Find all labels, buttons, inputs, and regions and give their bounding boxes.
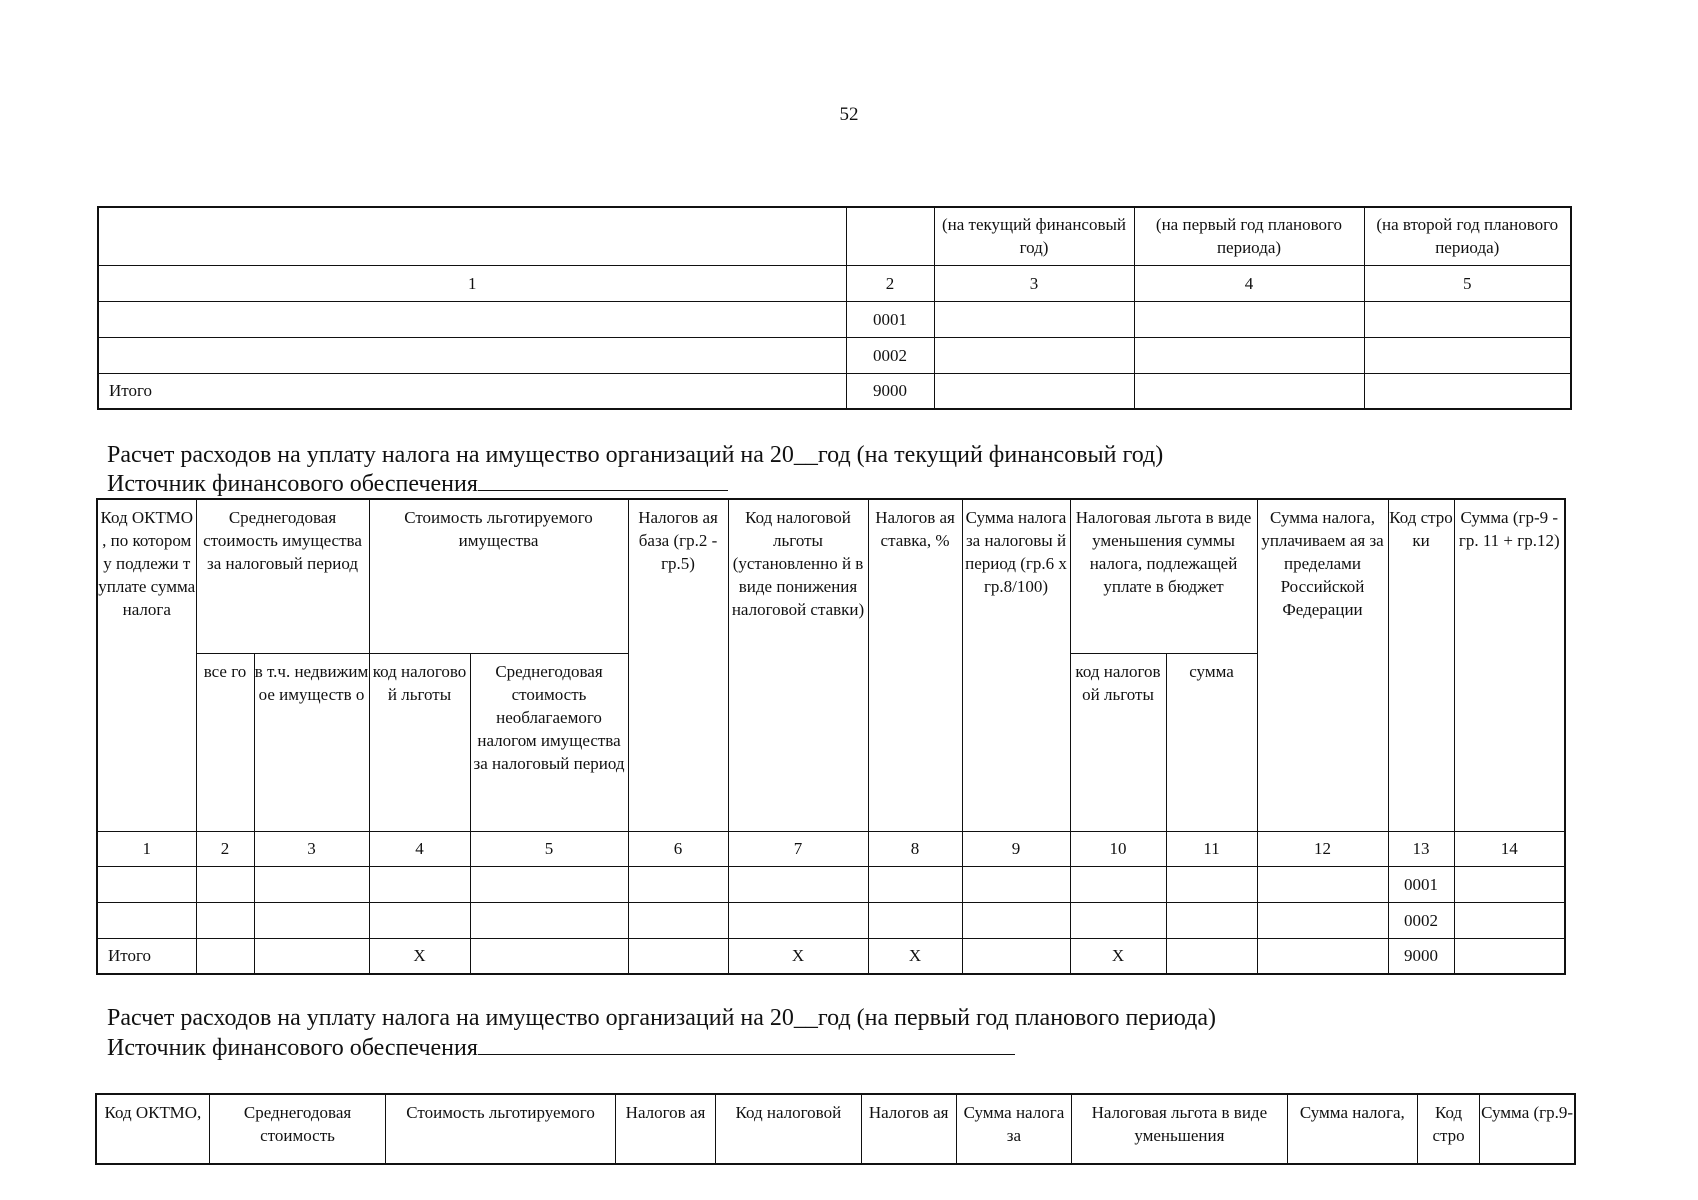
col-number: 12 bbox=[1257, 831, 1388, 866]
header-foreign-tax: Сумма налога, bbox=[1287, 1094, 1417, 1164]
value-cell bbox=[1134, 373, 1364, 409]
value-cell bbox=[628, 938, 728, 974]
value-cell bbox=[1364, 301, 1571, 337]
col-number: 3 bbox=[934, 265, 1134, 301]
col-number: 1 bbox=[97, 831, 196, 866]
value-cell bbox=[728, 866, 868, 902]
total-row bbox=[98, 373, 1571, 409]
value-cell bbox=[1364, 373, 1571, 409]
header-avg-value: Среднегодовая стоимость имущества за налоговый период bbox=[196, 499, 369, 653]
col-number: 5 bbox=[470, 831, 628, 866]
col-number: 13 bbox=[1388, 831, 1454, 866]
header-cell-empty bbox=[846, 207, 934, 265]
col-number: 14 bbox=[1454, 831, 1565, 866]
funding-source-line bbox=[107, 1033, 1015, 1063]
value-cell bbox=[934, 337, 1134, 373]
value-cell bbox=[254, 938, 369, 974]
value-cell bbox=[934, 373, 1134, 409]
header-avg-all: все го bbox=[196, 653, 254, 831]
funding-source-label: Источник финансового обеспечения bbox=[107, 1035, 478, 1061]
header-second-plan-year: (на второй год планового периода) bbox=[1364, 207, 1571, 265]
col-number: 8 bbox=[868, 831, 962, 866]
x-mark: Х bbox=[868, 938, 962, 974]
value-cell bbox=[470, 938, 628, 974]
value-cell bbox=[97, 902, 196, 938]
value-cell bbox=[934, 301, 1134, 337]
value-cell bbox=[196, 902, 254, 938]
header-benefit-reduction-code: код налогов ой льготы bbox=[1070, 653, 1166, 831]
section-title-first-plan-year: Расчет расходов на уплату налога на имущество организаций на 20__год (на первый год планового периода) bbox=[107, 1005, 1216, 1031]
header-oktmo: Код ОКТМО , по котором у подлежи т уплате сумма налога bbox=[97, 499, 196, 831]
header-tax-rate: Налогов ая ставка, % bbox=[868, 499, 962, 831]
header-benefit-code: Код налоговой льготы (установленно й в виде понижения налоговой ставки) bbox=[728, 499, 868, 831]
value-cell bbox=[628, 866, 728, 902]
table-row bbox=[98, 337, 1571, 373]
header-foreign-tax: Сумма налога, уплачиваем ая за пределами Российской Федерации bbox=[1257, 499, 1388, 831]
header-tax-rate: Налогов ая bbox=[861, 1094, 956, 1164]
header-tax-base: Налогов ая bbox=[615, 1094, 715, 1164]
funding-source-label: Источник финансового обеспечения bbox=[107, 471, 478, 497]
col-number: 9 bbox=[962, 831, 1070, 866]
col-number: 4 bbox=[1134, 265, 1364, 301]
header-tax-sum: Сумма налога за налоговы й период (гр.6 х гр.8/100) bbox=[962, 499, 1070, 831]
header-benefit-reduction: Налоговая льгота в виде уменьшения суммы налога, подлежащей уплате в бюджет bbox=[1070, 499, 1257, 653]
header-tax-base: Налогов ая база (гр.2 - гр.5) bbox=[628, 499, 728, 831]
value-cell bbox=[369, 866, 470, 902]
x-mark: Х bbox=[1070, 938, 1166, 974]
value-cell bbox=[1454, 902, 1565, 938]
value-cell bbox=[369, 902, 470, 938]
header-untaxed-avg: Среднегодовая стоимость необлагаемого налогом имущества за налоговый период bbox=[470, 653, 628, 831]
row-code: 0001 bbox=[1388, 866, 1454, 902]
header-row-code: Код стро ки bbox=[1388, 499, 1454, 831]
header-row-code: Код стро bbox=[1418, 1094, 1480, 1164]
value-cell bbox=[1364, 337, 1571, 373]
header-current-year: (на текущий финансовый год) bbox=[934, 207, 1134, 265]
value-cell bbox=[962, 866, 1070, 902]
value-cell bbox=[962, 938, 1070, 974]
value-cell bbox=[1257, 938, 1388, 974]
row-label bbox=[98, 301, 846, 337]
funding-source-line bbox=[107, 469, 728, 499]
table-row bbox=[97, 866, 1565, 902]
value-cell bbox=[97, 866, 196, 902]
value-cell bbox=[868, 866, 962, 902]
value-cell bbox=[1257, 902, 1388, 938]
header-privileged-value: Стоимость льготируемого bbox=[386, 1094, 616, 1164]
value-cell bbox=[1166, 902, 1257, 938]
value-cell bbox=[1454, 866, 1565, 902]
row-code: 0001 bbox=[846, 301, 934, 337]
header-total-sum: Сумма (гр.9- bbox=[1480, 1094, 1575, 1164]
col-number: 11 bbox=[1166, 831, 1257, 866]
value-cell bbox=[1134, 301, 1364, 337]
total-row bbox=[97, 938, 1565, 974]
header-benefit-reduction: Налоговая льгота в виде уменьшения bbox=[1072, 1094, 1288, 1164]
total-code: 9000 bbox=[846, 373, 934, 409]
value-cell bbox=[196, 938, 254, 974]
header-benefit-reduction-sum: сумма bbox=[1166, 653, 1257, 831]
row-code: 0002 bbox=[846, 337, 934, 373]
x-mark: Х bbox=[728, 938, 868, 974]
header-cell-empty bbox=[98, 207, 846, 265]
col-number: 6 bbox=[628, 831, 728, 866]
x-mark: Х bbox=[369, 938, 470, 974]
value-cell bbox=[470, 902, 628, 938]
table-row bbox=[98, 301, 1571, 337]
col-number: 5 bbox=[1364, 265, 1571, 301]
value-cell bbox=[1070, 902, 1166, 938]
total-code: 9000 bbox=[1388, 938, 1454, 974]
col-number: 1 bbox=[98, 265, 846, 301]
total-label: Итого bbox=[97, 938, 196, 974]
col-number: 2 bbox=[196, 831, 254, 866]
funding-source-blank bbox=[478, 1034, 1015, 1055]
value-cell bbox=[470, 866, 628, 902]
row-code: 0002 bbox=[1388, 902, 1454, 938]
value-cell bbox=[1257, 866, 1388, 902]
col-number: 4 bbox=[369, 831, 470, 866]
section-title-current-year: Расчет расходов на уплату налога на имущество организаций на 20__год (на текущий финансовый год) bbox=[107, 442, 1164, 468]
value-cell bbox=[1166, 866, 1257, 902]
property-tax-table-current-year bbox=[96, 498, 1566, 975]
header-privilege-code: код налогово й льготы bbox=[369, 653, 470, 831]
header-benefit-code: Код налоговой bbox=[716, 1094, 861, 1164]
header-oktmo: Код ОКТМО, bbox=[96, 1094, 209, 1164]
table-row bbox=[97, 902, 1565, 938]
value-cell bbox=[1454, 938, 1565, 974]
value-cell bbox=[962, 902, 1070, 938]
value-cell bbox=[1070, 866, 1166, 902]
value-cell bbox=[1134, 337, 1364, 373]
header-total-sum: Сумма (гр-9 - гр. 11 + гр.12) bbox=[1454, 499, 1565, 831]
value-cell bbox=[254, 866, 369, 902]
summary-table bbox=[97, 206, 1572, 410]
row-label bbox=[98, 337, 846, 373]
header-privileged-value: Стоимость льготируемого имущества bbox=[369, 499, 628, 653]
value-cell bbox=[868, 902, 962, 938]
header-avg-value: Среднегодовая стоимость bbox=[209, 1094, 385, 1164]
property-tax-table-first-plan-year bbox=[95, 1093, 1576, 1165]
value-cell bbox=[254, 902, 369, 938]
value-cell bbox=[196, 866, 254, 902]
value-cell bbox=[728, 902, 868, 938]
header-tax-sum: Сумма налога за bbox=[956, 1094, 1071, 1164]
header-avg-realty: в т.ч. недвижим ое имуществ о bbox=[254, 653, 369, 831]
col-number: 10 bbox=[1070, 831, 1166, 866]
value-cell bbox=[1166, 938, 1257, 974]
funding-source-blank bbox=[478, 470, 728, 491]
col-number: 3 bbox=[254, 831, 369, 866]
col-number: 7 bbox=[728, 831, 868, 866]
page-number: 52 bbox=[839, 104, 859, 125]
header-first-plan-year: (на первый год планового периода) bbox=[1134, 207, 1364, 265]
col-number: 2 bbox=[846, 265, 934, 301]
total-label: Итого bbox=[98, 373, 846, 409]
value-cell bbox=[628, 902, 728, 938]
